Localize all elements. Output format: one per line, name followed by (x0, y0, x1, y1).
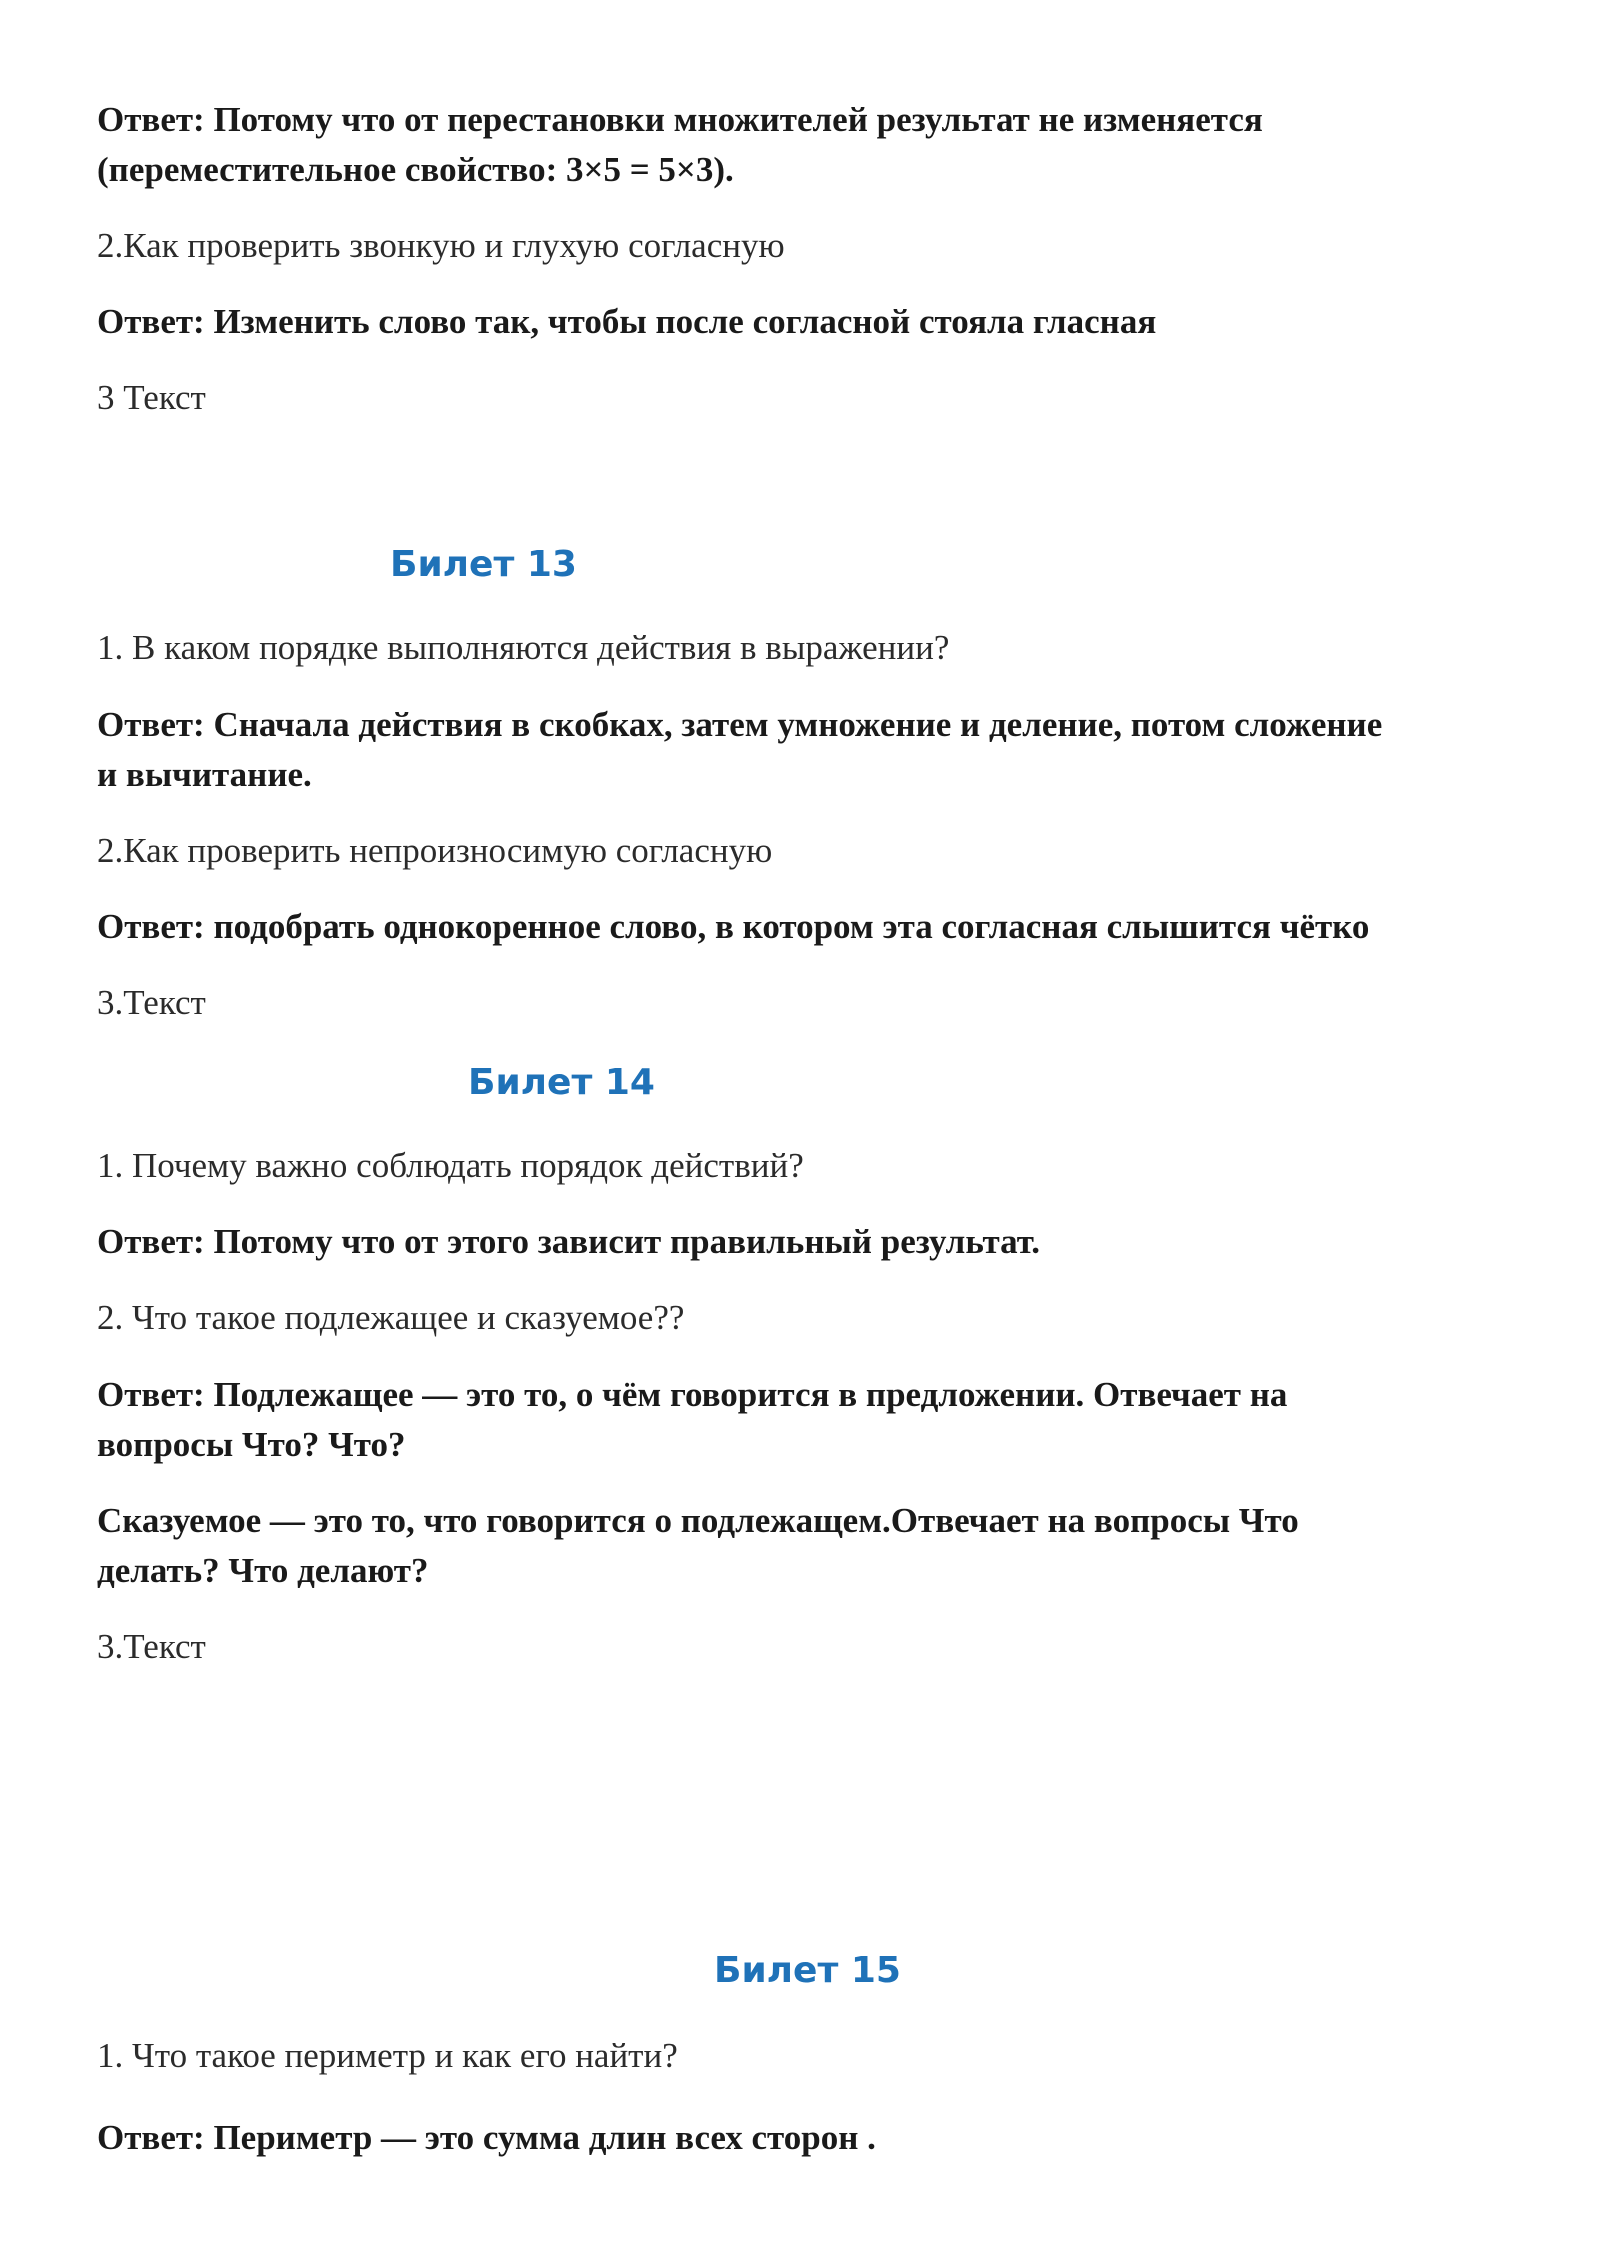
ticket-13-title: Билет 13 (390, 544, 577, 585)
answer-voiced-consonant: Ответ: Изменить слово так, чтобы после согласной стояла гласная (97, 302, 1157, 341)
ticket-14-answer-2b-line-2: делать? Что делают? (97, 1551, 429, 1590)
ticket-14-answer-1: Ответ: Потому что от этого зависит правильный результат. (97, 1222, 1041, 1261)
question-voiced-consonant: 2.Как проверить звонкую и глухую согласную (97, 226, 785, 265)
ticket-14-question-1: 1. Почему важно соблюдать порядок действий? (97, 1146, 804, 1185)
ticket-14-question-2: 2. Что такое подлежащее и сказуемое?? (97, 1298, 685, 1337)
ticket-14-answer-2-line-2: вопросы Что? Что? (97, 1425, 406, 1464)
ticket-13-answer-1-line-2: и вычитание. (97, 755, 312, 794)
ticket-13-question-1: 1. В каком порядке выполняются действия в выражении? (97, 628, 950, 667)
ticket-14-title: Билет 14 (468, 1062, 655, 1103)
ticket-15-answer-1: Ответ: Периметр — это сумма длин всех сторон . (97, 2118, 876, 2157)
item-text: 3 Текст (97, 378, 206, 417)
ticket-13-answer-2: Ответ: подобрать однокоренное слово, в котором эта согласная слышится чётко (97, 907, 1370, 946)
ticket-15-question-1: 1. Что такое периметр и как его найти? (97, 2036, 678, 2075)
ticket-15-title: Билет 15 (714, 1950, 901, 1991)
ticket-14-answer-2-line-1: Ответ: Подлежащее — это то, о чём говорится в предложении. Отвечает на (97, 1375, 1288, 1414)
ticket-14-item-3: 3.Текст (97, 1627, 206, 1666)
answer-multiplication-line-2: (переместительное свойство: 3×5 = 5×3). (97, 150, 734, 189)
ticket-13-item-3: 3.Текст (97, 983, 206, 1022)
ticket-13-answer-1-line-1: Ответ: Сначала действия в скобках, затем умножение и деление, потом сложение (97, 705, 1383, 744)
ticket-14-answer-2b-line-1: Сказуемое — это то, что говорится о подлежащем.Отвечает на вопросы Что (97, 1501, 1299, 1540)
ticket-13-question-2: 2.Как проверить непроизносимую согласную (97, 831, 773, 870)
answer-multiplication-line-1: Ответ: Потому что от перестановки множителей результат не изменяется (97, 100, 1263, 139)
